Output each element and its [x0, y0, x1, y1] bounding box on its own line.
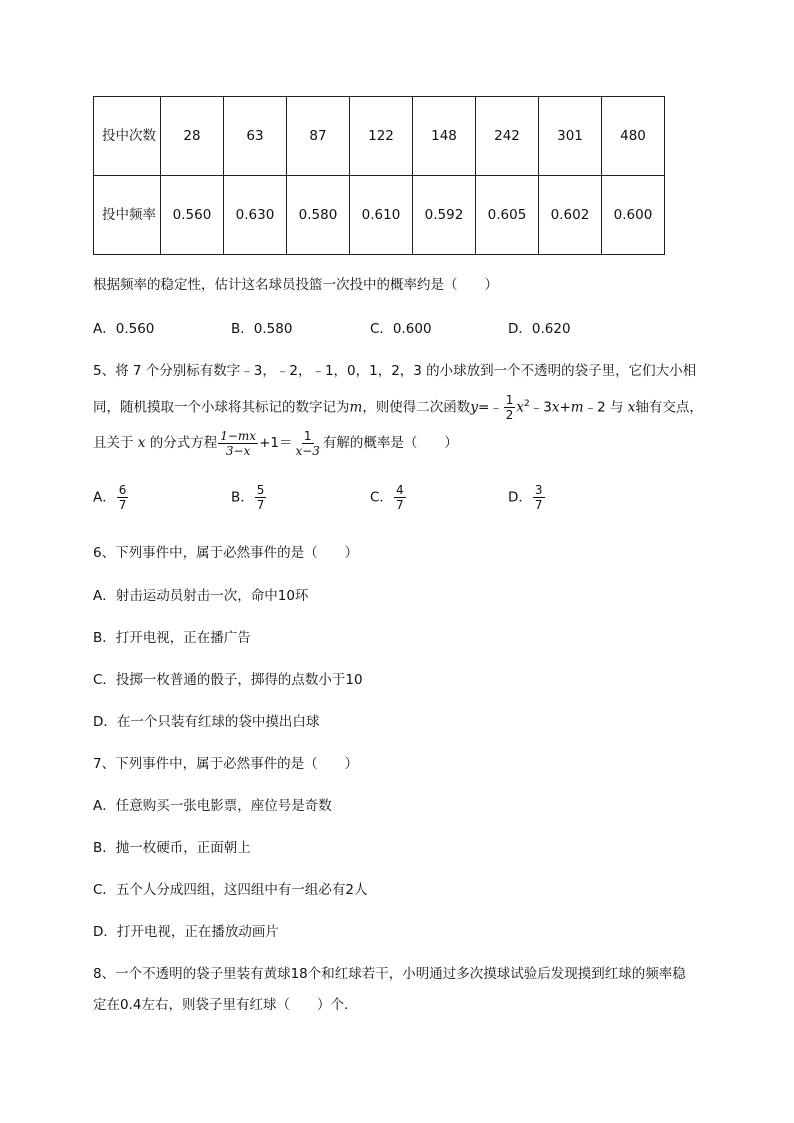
- table-cell: 242: [476, 97, 539, 176]
- fraction-1: [218, 430, 258, 457]
- denominator: 7: [395, 498, 404, 512]
- question-8-line-1: 8、一个不透明的袋子里装有黄球18个和红球若干，小明通过多次摸球试验后发现摸到红球的频率稳: [93, 966, 686, 982]
- option-c: [370, 484, 407, 511]
- option-label: A．: [93, 489, 116, 506]
- text: 有解的概率是（ ）: [322, 435, 458, 451]
- fraction: [394, 484, 406, 511]
- table-cell: 87: [287, 97, 350, 176]
- table-cell: 0.580: [287, 176, 350, 255]
- option-label: B．: [231, 489, 254, 506]
- option-c: C．0.600: [370, 321, 432, 337]
- text: +1＝: [259, 435, 293, 451]
- denominator: 3−x: [225, 443, 251, 458]
- option-d: D．打开电视，正在播放动画片: [93, 924, 279, 940]
- text: ，则使得二次函数: [362, 399, 471, 416]
- option-a: [93, 484, 129, 511]
- variable-x: x: [516, 399, 525, 416]
- table-row-header: 投中次数: [94, 97, 161, 176]
- numerator: 3: [534, 483, 543, 497]
- option-b: [231, 484, 267, 511]
- numerator: 1−mx: [220, 428, 257, 443]
- fraction: [117, 484, 129, 511]
- option-a: A．0.560: [93, 321, 155, 337]
- fraction: [533, 484, 545, 511]
- option-c: C．投掷一枚普通的骰子，掷得的点数小于10: [93, 672, 363, 688]
- variable-m: m: [349, 399, 363, 416]
- numerator: 4: [395, 483, 404, 497]
- variable-m: m: [570, 399, 584, 416]
- table-cell: 122: [350, 97, 413, 176]
- frequency-table: [93, 96, 665, 255]
- option-a: A．射击运动员射击一次，命中10环: [93, 588, 309, 604]
- text: 的分式方程: [149, 435, 218, 451]
- option-a: A．任意购买一张电影票，座位号是奇数: [93, 798, 332, 814]
- text: 同，随机摸取一个小球将其标记的数字记为: [93, 399, 350, 416]
- table-row-header: 投中频率: [94, 176, 161, 255]
- text: ﹣2 与: [583, 399, 624, 416]
- table-row: [94, 176, 665, 255]
- variable-x: x: [627, 399, 636, 416]
- text: +: [559, 399, 571, 416]
- table-cell: 0.602: [539, 176, 602, 255]
- denominator: 7: [534, 498, 543, 512]
- table-cell: 0.600: [602, 176, 665, 255]
- text: ﹣3: [529, 399, 552, 416]
- option-d: [508, 484, 546, 511]
- variable-x: x: [137, 435, 146, 451]
- question-5-line-1: 5、将 7 个分别标有数字﹣3，﹣2，﹣1，0，1，2，3 的小球放到一个不透明的袋子里，它们大小相: [93, 363, 697, 379]
- denominator: 7: [256, 498, 265, 512]
- table-cell: 0.560: [161, 176, 224, 255]
- table-cell: 63: [224, 97, 287, 176]
- option-b: B．抛一枚硬币，正面朝上: [93, 840, 251, 856]
- fraction-2: [293, 430, 321, 457]
- fraction-half: [504, 394, 516, 421]
- table-cell: 148: [413, 97, 476, 176]
- option-b: B．打开电视，正在播广告: [93, 630, 251, 646]
- option-c: C．五个人分成四组，这四组中有一组必有2人: [93, 882, 368, 898]
- question-6-stem: 6、下列事件中，属于必然事件的是（ ）: [93, 545, 359, 561]
- variable-x: x: [551, 399, 560, 416]
- denominator: 7: [118, 498, 127, 512]
- option-label: C．: [370, 489, 393, 506]
- question-5-line-3: [93, 428, 458, 458]
- fraction: [255, 484, 267, 511]
- question-8-line-2: 定在0.4左右，则袋子里有红球（ ）个.: [93, 997, 349, 1013]
- table-cell: 0.605: [476, 176, 539, 255]
- text: 轴有交点，: [635, 399, 703, 416]
- option-d: D．在一个只装有红球的袋中摸出白球: [93, 714, 320, 730]
- table-row: [94, 97, 665, 176]
- numerator: 6: [118, 483, 127, 497]
- table-cell: 0.630: [224, 176, 287, 255]
- denominator: 2: [505, 408, 514, 422]
- option-b: B．0.580: [231, 321, 293, 337]
- text: =﹣: [477, 399, 503, 416]
- table-cell: 301: [539, 97, 602, 176]
- exponent: 2: [524, 399, 530, 409]
- numerator: 1: [303, 428, 312, 443]
- denominator: x−3: [295, 443, 320, 458]
- table-cell: 0.592: [413, 176, 476, 255]
- table-cell: 480: [602, 97, 665, 176]
- question-7-stem: 7、下列事件中，属于必然事件的是（ ）: [93, 756, 359, 772]
- option-label: D．: [508, 489, 532, 506]
- question-4-stem: 根据频率的稳定性，估计这名球员投篮一次投中的概率约是（ ）: [93, 277, 498, 293]
- text: 且关于: [93, 435, 134, 451]
- question-5-line-2: [93, 392, 703, 421]
- table-cell: 0.610: [350, 176, 413, 255]
- numerator: 5: [256, 483, 265, 497]
- table-cell: 28: [161, 97, 224, 176]
- numerator: 1: [505, 393, 514, 407]
- variable-y: y: [470, 399, 478, 416]
- option-d: D．0.620: [508, 321, 571, 337]
